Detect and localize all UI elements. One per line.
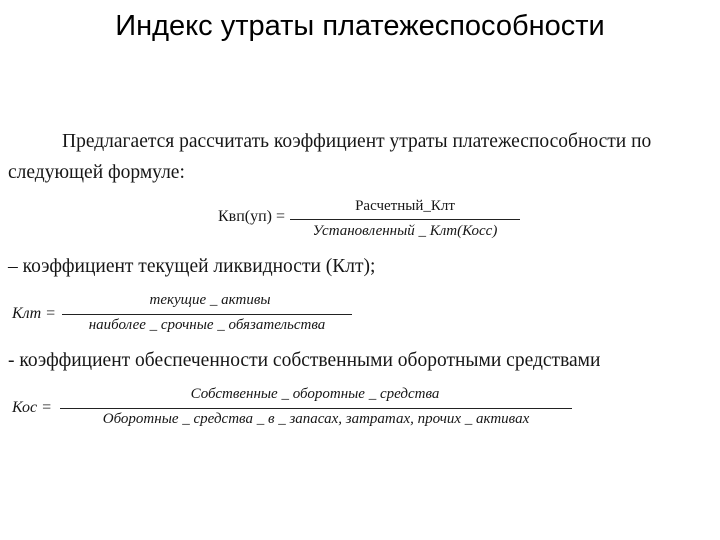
klt-description: – коэффициент текущей ликвидности (Клт); — [8, 256, 376, 277]
formula-kos-lhs: Кос = — [12, 399, 52, 416]
formula-kos-denominator: Оборотные _ средства _ в _ запасах, затратах, прочих _ активах — [102, 411, 530, 427]
formula-kos-fraction-bar — [60, 408, 572, 409]
formula-kvp-fraction-bar — [290, 219, 520, 220]
formula-klt-lhs: Клт = — [12, 305, 56, 322]
formula-kvp-lhs: Квп(уп) = — [218, 208, 286, 225]
formula-kvp-denominator: Установленный _ Клт(Косс) — [312, 223, 498, 239]
intro-text-line-1: Предлагается рассчитать коэффициент утраты платежеспособности по — [62, 131, 652, 152]
formula-klt-fraction-bar — [62, 314, 352, 315]
formula-klt-numerator: текущие _ активы — [149, 292, 271, 308]
slide-title: Индекс утраты платежеспособности — [115, 10, 605, 42]
kos-description: - коэффициент обеспеченности собственными оборотными средствами — [8, 350, 601, 371]
formula-klt-denominator: наиболее _ срочные _ обязательства — [88, 317, 326, 333]
formula-kos-numerator: Собственные _ оборотные _ средства — [190, 386, 440, 402]
intro-text-line-2: следующей формуле: — [8, 162, 185, 183]
formula-kvp-numerator: Расчетный_Клт — [355, 198, 455, 214]
